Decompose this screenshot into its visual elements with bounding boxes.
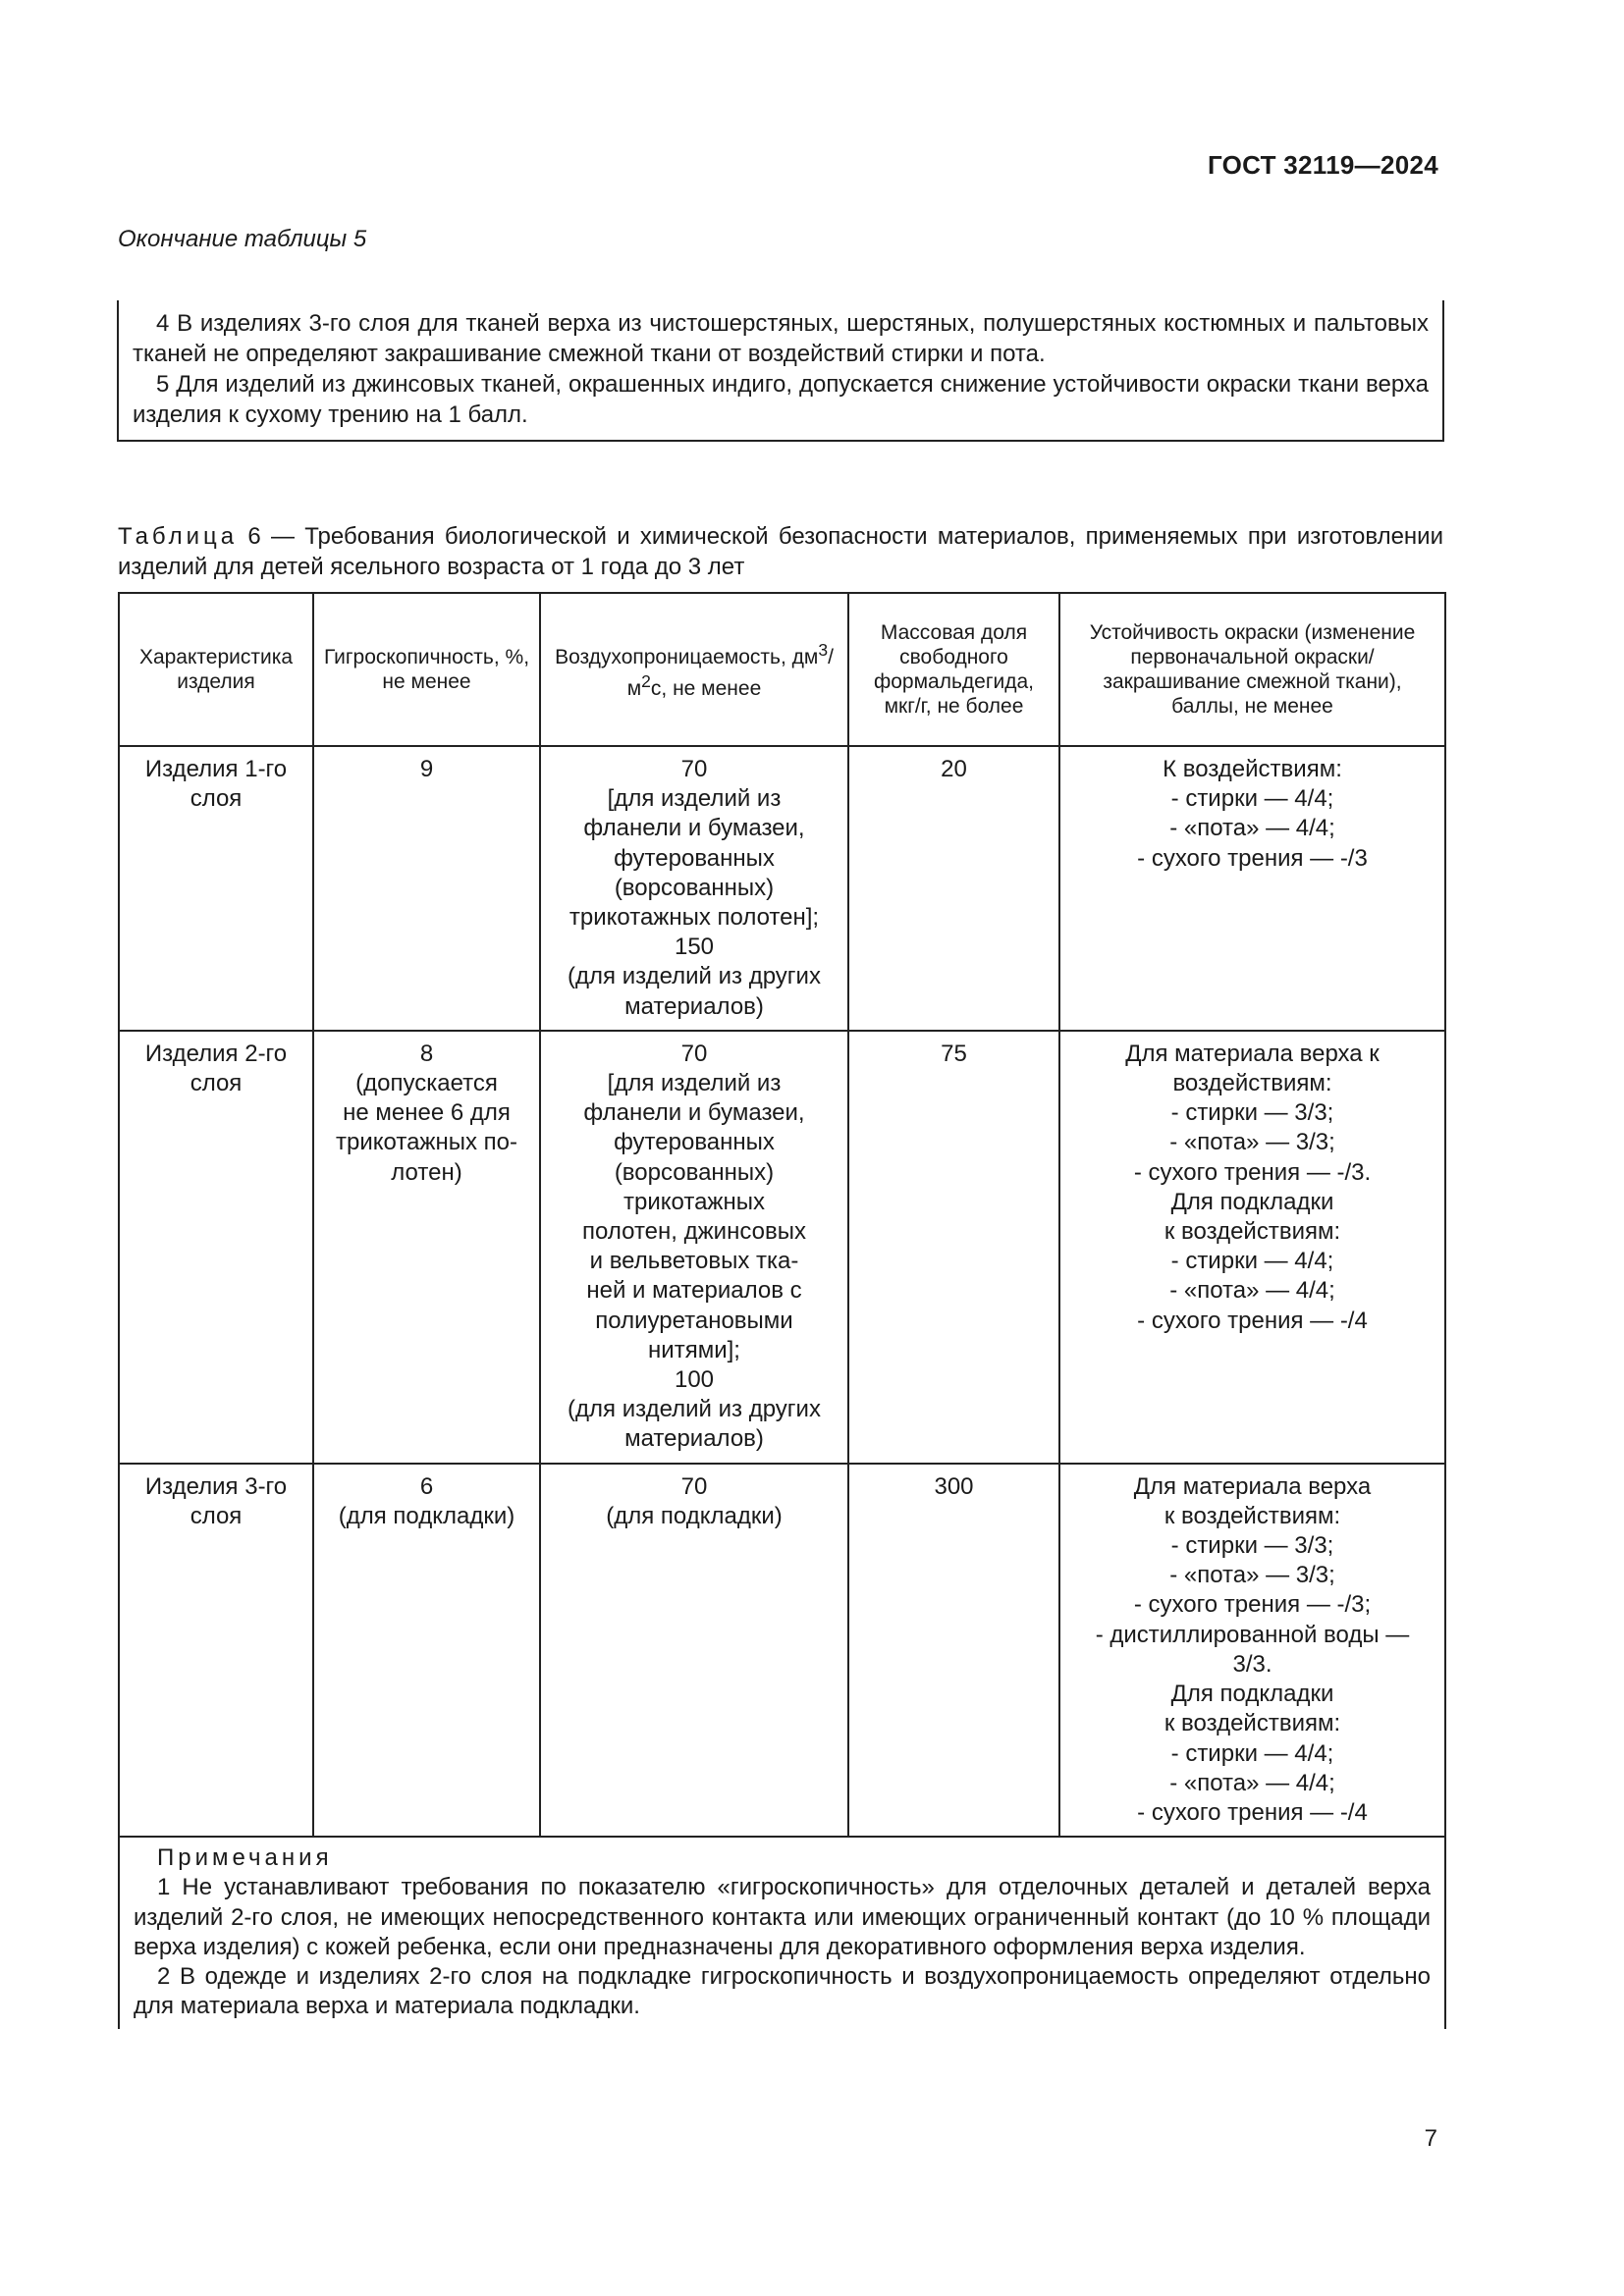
- table-caption-text: 6 — Требования биологической и химической безопасности материалов, применяемых при изготовлении изделий для детей ясельного возраста от 1 года до 3 лет: [118, 523, 1443, 580]
- cell-line: - стирки — 3/3;: [1170, 1099, 1334, 1127]
- cell-line: и вельветовых тка-: [589, 1248, 799, 1275]
- cell-line: Для материала верха: [1133, 1472, 1372, 1500]
- cell-hygroscopicity: [313, 1031, 540, 1464]
- table-row: [119, 1031, 1445, 1464]
- cell-line: трикотажных по-: [336, 1129, 517, 1156]
- cell-air-permeability: [540, 1464, 848, 1837]
- cell-line: Для подкладки: [1170, 1681, 1334, 1708]
- cell-line: Изделия 3-го: [144, 1472, 288, 1500]
- cell-line: - «пота» — 3/3;: [1169, 1562, 1335, 1589]
- cell-line: Для подкладки: [1170, 1188, 1334, 1215]
- cell-line: Изделия 1-го: [144, 756, 288, 782]
- cell-line: слоя: [189, 1502, 243, 1529]
- previous-table-notes: [117, 300, 1444, 442]
- cell-line: полиуретановыми: [595, 1307, 793, 1334]
- cell-line: - сухого трения — -/3: [1137, 844, 1368, 872]
- cell-air-permeability: [540, 1031, 848, 1464]
- cell-line: - стирки — 4/4;: [1170, 785, 1334, 813]
- cell-line: фланели и бумазеи,: [583, 815, 805, 842]
- cell-line: 75: [941, 1040, 967, 1067]
- page-number: 7: [1424, 2125, 1437, 2152]
- cell-characteristic: [119, 1031, 313, 1464]
- cell-color-fastness: [1059, 746, 1445, 1031]
- cell-line: 150: [674, 934, 715, 961]
- cell-line: 100: [674, 1366, 715, 1394]
- header-color-fastness: Устойчивость окраски (изменение первоначальной окраски/закрашивание смежной ткани), баллы, не менее: [1059, 593, 1445, 746]
- cell-line: - «пота» — 3/3;: [1169, 1129, 1335, 1156]
- requirements-table: [118, 592, 1446, 2029]
- notes-title: Примечания: [157, 1844, 333, 1872]
- cell-line: не менее 6 для: [343, 1099, 511, 1127]
- table-note-1: 1 Не устанавливают требования по показателю «гигроскопичность» для отделочных деталей и деталей верха изделий 2-го слоя, не имеющих непосредственного контакта или имеющих ограниченный контакт (до 10 % площади верха изделия) с кожей ребенка, если они предназначены для декоративного оформления верха изделия.: [134, 1874, 1431, 1960]
- cell-line: 70: [680, 756, 708, 782]
- cell-line: лотен): [391, 1158, 462, 1186]
- cell-line: 8: [419, 1040, 434, 1067]
- table-caption-label: Таблица: [118, 523, 239, 550]
- cell-air-permeability: [540, 746, 848, 1031]
- cell-line: - сухого трения — -/4: [1137, 1307, 1368, 1334]
- cell-line: слоя: [189, 1070, 243, 1097]
- header-air-permeability-suffix: с, не менее: [650, 677, 762, 700]
- cell-color-fastness: [1059, 1031, 1445, 1464]
- cell-line: (ворсованных): [614, 874, 775, 901]
- cell-line: - дистиллированной воды —: [1095, 1621, 1410, 1648]
- notes-row: [119, 1837, 1445, 2029]
- cell-line: к воздействиям:: [1164, 1502, 1341, 1529]
- cell-line: - стирки — 3/3;: [1170, 1532, 1334, 1560]
- header-hygroscopicity: Гигроскопичность, %, не менее: [313, 593, 540, 746]
- table-caption: [118, 521, 1443, 582]
- cell-line: 6: [419, 1472, 434, 1500]
- cell-color-fastness: [1059, 1464, 1445, 1837]
- table-continuation-label: Окончание таблицы 5: [118, 226, 367, 252]
- cell-line: 20: [941, 756, 967, 782]
- table-row: [119, 746, 1445, 1031]
- header-characteristic: Характеристика изделия: [119, 593, 313, 746]
- cell-formaldehyde: [848, 1464, 1059, 1837]
- cell-line: (для изделий из других: [568, 963, 821, 990]
- cell-line: (для подкладки): [338, 1502, 515, 1529]
- cell-line: материалов): [624, 992, 764, 1020]
- cell-line: - сухого трения — -/3;: [1133, 1591, 1372, 1619]
- cell-line: 70: [680, 1472, 708, 1500]
- cell-line: трикотажных полотен];: [568, 904, 820, 932]
- header-air-permeability-exp1: 3: [818, 640, 829, 660]
- cell-line: - сухого трения — -/3.: [1133, 1158, 1372, 1186]
- cell-line: нитями];: [648, 1336, 740, 1363]
- cell-line: футерованных: [614, 844, 775, 872]
- cell-characteristic: [119, 746, 313, 1031]
- header-air-permeability-prefix: Воздухопроницаемость, дм: [555, 646, 819, 668]
- cell-characteristic: [119, 1464, 313, 1837]
- table-row: [119, 1464, 1445, 1837]
- cell-line: - сухого трения — -/4: [1137, 1798, 1368, 1826]
- cell-line: - «пота» — 4/4;: [1169, 1769, 1335, 1796]
- cell-line: 300: [934, 1472, 974, 1500]
- cell-line: Изделия 2-го: [144, 1040, 288, 1067]
- cell-formaldehyde: [848, 1031, 1059, 1464]
- cell-line: 70: [680, 1040, 708, 1067]
- header-air-permeability: [540, 593, 848, 746]
- cell-line: к воздействиям:: [1164, 1710, 1341, 1737]
- header-air-permeability-mid: /м: [626, 646, 834, 700]
- header-air-permeability-exp2: 2: [641, 671, 651, 691]
- cell-hygroscopicity: [313, 1464, 540, 1837]
- cell-line: материалов): [624, 1425, 764, 1453]
- cell-line: фланели и бумазеи,: [583, 1099, 805, 1127]
- cell-line: - «пота» — 4/4;: [1169, 815, 1335, 842]
- cell-line: [для изделий из: [607, 1070, 782, 1097]
- cell-hygroscopicity: [313, 746, 540, 1031]
- cell-line: (для изделий из других: [568, 1396, 821, 1423]
- previous-note-4: 4 В изделиях 3-го слоя для тканей верха из чистошерстяных, шерстяных, полушерстяных костюмных и пальтовых тканей не определяют закрашивание смежной ткани от воздействий стирки и пота.: [133, 310, 1429, 367]
- cell-line: (допускается: [355, 1070, 498, 1097]
- cell-line: - «пота» — 4/4;: [1169, 1277, 1335, 1305]
- cell-line: 9: [419, 756, 434, 782]
- cell-formaldehyde: [848, 746, 1059, 1031]
- table-body: [119, 746, 1445, 1837]
- cell-line: (для подкладки): [606, 1502, 783, 1529]
- cell-line: футерованных: [614, 1129, 775, 1156]
- cell-line: 3/3.: [1232, 1650, 1272, 1678]
- cell-line: трикотажных: [623, 1188, 765, 1215]
- previous-note-5: 5 Для изделий из джинсовых тканей, окрашенных индиго, допускается снижение устойчивости окраски ткани верха изделия к сухому трению на 1 балл.: [133, 371, 1429, 428]
- header-formaldehyde: Массовая доля свободного формальдегида, мкг/г, не более: [848, 593, 1059, 746]
- cell-line: Для материала верха к: [1125, 1040, 1380, 1067]
- cell-line: К воздействиям:: [1163, 756, 1342, 782]
- document-header: ГОСТ 32119—2024: [1207, 150, 1438, 180]
- cell-line: воздействиям:: [1172, 1070, 1332, 1097]
- cell-line: ней и материалов с: [586, 1277, 802, 1305]
- table-note-2: 2 В одежде и изделиях 2-го слоя на подкладке гигроскопичность и воздухопроницаемость определяют отдельно для материала верха и материала подкладки.: [134, 1962, 1431, 2020]
- table-header-row: [119, 593, 1445, 746]
- cell-line: полотен, джинсовых: [582, 1218, 806, 1246]
- cell-line: (ворсованных): [614, 1158, 775, 1186]
- cell-line: [для изделий из: [607, 785, 782, 813]
- cell-line: - стирки — 4/4;: [1170, 1739, 1334, 1767]
- cell-line: слоя: [189, 785, 243, 813]
- table-notes: [119, 1837, 1445, 2029]
- cell-line: - стирки — 4/4;: [1170, 1248, 1334, 1275]
- cell-line: к воздействиям:: [1164, 1218, 1341, 1246]
